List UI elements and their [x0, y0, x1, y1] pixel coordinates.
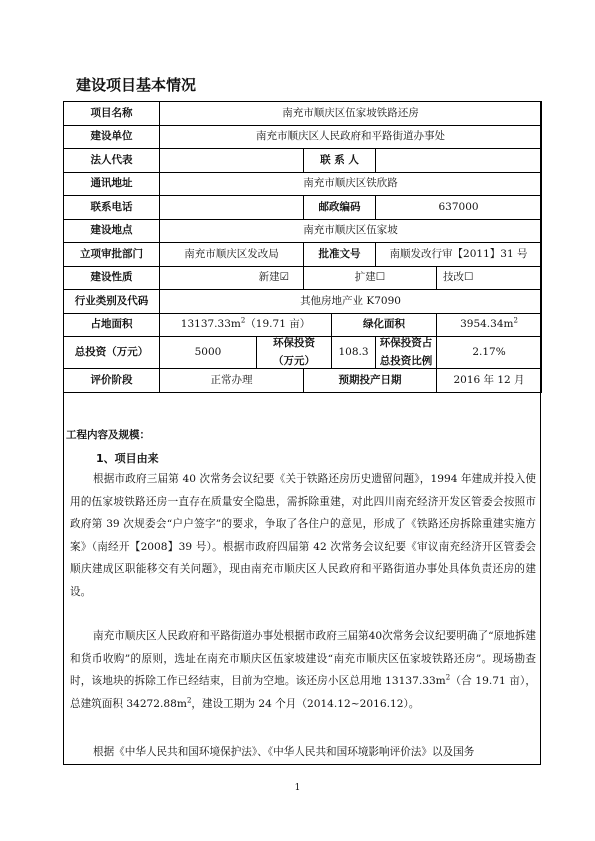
- paragraph-site-part1: 南充市顺庆区人民政府和平路街道办事处根据市政府三届第40次常务会议纪要明确了“原地拆建和货币收购”的原则，选址在南充市顺庆区伍家坡建设“南充市顺庆区伍家坡铁路还房”。现场勘查时，该地块的拆除工作已经结束，目前为空地。该还房小区总用地 13137.33m: [70, 630, 536, 688]
- row-phone: [64, 196, 542, 220]
- row-address: [64, 172, 542, 196]
- approval-dept-label: 立项审批部门: [64, 243, 160, 267]
- row-industry: [64, 290, 542, 314]
- env-invest-value: 108.3: [332, 337, 376, 369]
- postcode-label: 邮政编码: [304, 196, 376, 220]
- site-label: 建设地点: [64, 219, 160, 243]
- area-unit-sup: 2: [240, 316, 246, 325]
- stage-value: 正常办理: [160, 369, 304, 393]
- site-value: 南充市顺庆区伍家坡: [160, 219, 542, 243]
- area-mu: （19.71 亩）: [245, 318, 311, 331]
- paragraph-site-sup2: 2: [186, 696, 192, 705]
- green-number: 3954.34m: [460, 318, 514, 331]
- section-heading: 工程内容及规模：: [66, 429, 150, 441]
- green-label: 绿化面积: [332, 313, 437, 337]
- legal-rep-label: 法人代表: [64, 149, 160, 173]
- env-invest-label-line1: 环保投资: [273, 337, 315, 349]
- industry-value: 其他房地产业 K7090: [160, 290, 542, 314]
- paragraph-site-sup1: 2: [445, 673, 451, 682]
- nature-label: 建设性质: [64, 266, 160, 290]
- approval-no-value: 南顺发改行审【2011】31 号: [376, 243, 542, 267]
- row-investment: [64, 337, 542, 369]
- paragraph-site-part2: （合 19.71 亩），总建筑面积 34272.88m: [70, 675, 536, 710]
- approval-no-label: 批准文号: [304, 243, 376, 267]
- env-invest-label-line2: （万元）: [273, 355, 315, 367]
- invest-label: 总投资（万元）: [64, 337, 160, 369]
- row-nature: [64, 266, 542, 290]
- invest-value: 5000: [160, 337, 257, 369]
- subsection-heading: 1、项目由来: [96, 452, 159, 465]
- paragraph-site-part3: ，建设工期为 24 个月（2014.12~2016.12）。: [191, 697, 420, 710]
- area-value: [160, 313, 332, 337]
- row-area: [64, 313, 542, 337]
- project-info-table: [63, 101, 542, 393]
- nature-reform: 技改☐: [437, 266, 542, 290]
- stage-label: 评价阶段: [64, 369, 160, 393]
- phone-label: 联系电话: [64, 196, 160, 220]
- project-name-value: 南充市顺庆区伍家坡铁路还房: [160, 102, 542, 126]
- project-name-label: 项目名称: [64, 102, 160, 126]
- row-stage: [64, 369, 542, 393]
- env-invest-label: [257, 337, 332, 369]
- nature-new: 新建☑: [160, 266, 304, 290]
- env-ratio-value: 2.17%: [437, 337, 542, 369]
- env-ratio-label: [376, 337, 437, 369]
- area-label: 占地面积: [64, 313, 160, 337]
- env-ratio-label-line1: 环保投资占: [379, 337, 433, 349]
- address-value: 南充市顺庆区铁欣路: [160, 172, 542, 196]
- nature-expand: 扩建☐: [304, 266, 437, 290]
- row-legal-rep: [64, 149, 542, 173]
- paragraph-law: 根据《中华人民共和国环境保护法》、《中华人民共和国环境影响评价法》以及国务: [93, 746, 475, 758]
- contact-value: [376, 149, 542, 173]
- expected-label: 预期投产日期: [304, 369, 437, 393]
- approval-dept-value: 南充市顺庆区发改局: [160, 243, 304, 267]
- builder-value: 南充市顺庆区人民政府和平路街道办事处: [160, 125, 542, 149]
- env-ratio-label-line2: 总投资比例: [379, 355, 433, 367]
- industry-label: 行业类别及代码: [64, 290, 160, 314]
- builder-label: 建设单位: [64, 125, 160, 149]
- paragraph-site: [70, 625, 536, 715]
- row-site: [64, 219, 542, 243]
- green-unit-sup: 2: [513, 316, 518, 325]
- paragraph-origin: 根据市政府三届第 40 次常务会议纪要《关于铁路还房历史遗留问题》，1994 年建成并投入使用的伍家坡铁路还房一直存在质量安全隐患，需拆除重建，对此四川南充经济开发区管委会按照市政府第 39 次规委会“户户签字”的要求，争取了各住户的意见，形成了《铁路还房拆除重建实施方案》（南经开【2008】39 号）。根据市政府四届第 42 次常务会议纪要《审议南充经济开区管委会顺庆建成区职能移交有关问题》，现由南充市顺庆区人民政府和平路街道办事处具体负责还房的建设。: [70, 473, 536, 598]
- address-label: 通讯地址: [64, 172, 160, 196]
- contact-label: 联 系 人: [304, 149, 376, 173]
- row-approval: [64, 243, 542, 267]
- green-value: [437, 313, 542, 337]
- expected-value: 2016 年 12 月: [437, 369, 542, 393]
- area-number: 13137.33m: [180, 318, 241, 331]
- phone-value: [160, 196, 304, 220]
- row-builder: [64, 125, 542, 149]
- postcode-value: 637000: [376, 196, 542, 220]
- legal-rep-value: [160, 149, 304, 173]
- row-project-name: [64, 102, 542, 126]
- page-title: 建设项目基本情况: [76, 76, 197, 94]
- page-number: 1: [294, 783, 301, 793]
